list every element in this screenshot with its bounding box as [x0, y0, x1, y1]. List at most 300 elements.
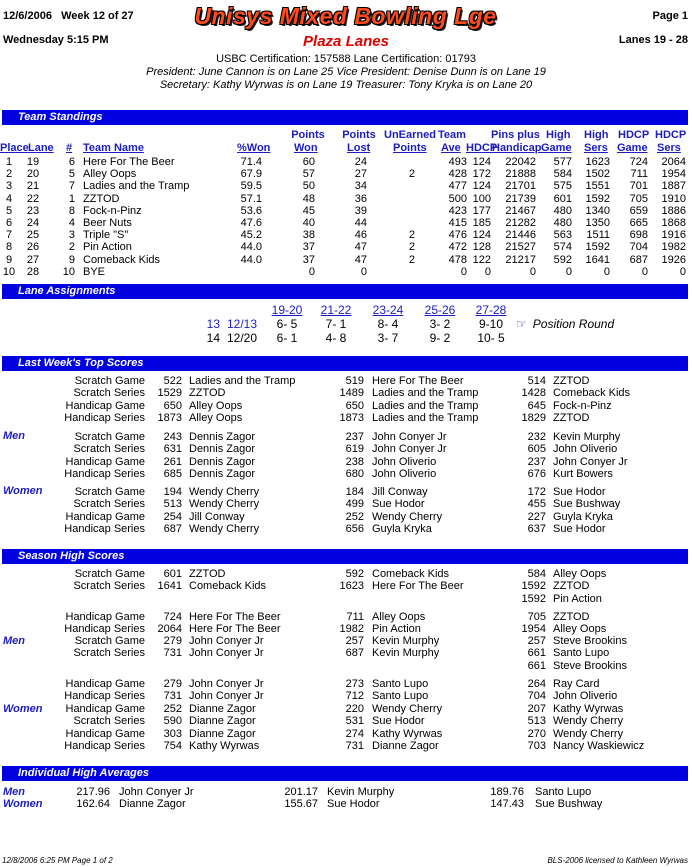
- lane-matchup: 6- 5: [276, 317, 298, 331]
- score-name: Kevin Murphy: [372, 635, 440, 647]
- cell-ave: 500: [448, 192, 467, 205]
- score-value: 687: [163, 522, 182, 535]
- table-row: [0, 229, 686, 241]
- score-name: Wendy Cherry: [553, 727, 624, 740]
- score-value: 1982: [339, 623, 364, 636]
- league-title: Unisys Mixed Bowling Lge: [194, 3, 497, 29]
- lane-pair: 25-26: [424, 303, 456, 317]
- cell-hs: 1551: [585, 180, 610, 193]
- score-label: Handicap Game: [65, 727, 145, 740]
- cell-ave: 478: [448, 253, 467, 266]
- score-value: 519: [345, 375, 364, 387]
- score-label: Scratch Game: [74, 375, 145, 387]
- score-value: 227: [527, 510, 546, 523]
- cell-pct: 53.6: [240, 204, 262, 217]
- cell-lane: 21: [26, 180, 40, 193]
- cell-hdg: 724: [629, 156, 648, 169]
- average-value: 217.96: [76, 786, 110, 798]
- score-name: Alley Oops: [189, 411, 243, 424]
- cell-hg: 575: [553, 180, 572, 193]
- hdr-hdcp: HDCP: [466, 142, 498, 154]
- score-label: Scratch Series: [73, 715, 145, 728]
- score-value: 754: [163, 739, 182, 752]
- table-row: [0, 180, 686, 192]
- avg-women-label: Women: [3, 798, 43, 810]
- cell-hs: 1641: [585, 253, 610, 266]
- cell-hdcp: 100: [472, 192, 491, 205]
- cell-hdcp: 185: [472, 217, 491, 230]
- score-name: Santo Lupo: [553, 647, 610, 660]
- score-value: 257: [345, 635, 364, 647]
- score-value: 252: [345, 510, 364, 523]
- cell-hds: 1868: [661, 217, 686, 230]
- score-name: John Conyer Jr: [372, 431, 447, 443]
- last-week-women-label: Women: [3, 485, 43, 497]
- score-label: Scratch Series: [73, 387, 145, 400]
- cell-spacer: [75, 241, 83, 253]
- cell-pph: 21217: [505, 253, 536, 266]
- season-women-label: Women: [3, 703, 43, 715]
- score-name: Sue Bushway: [553, 498, 621, 511]
- score-value: 703: [527, 739, 546, 752]
- lanes-range: Lanes 19 - 28: [618, 34, 688, 46]
- cell-pph: 21446: [505, 229, 536, 242]
- cell-hds: 0: [679, 265, 686, 278]
- cell-place: 4: [5, 192, 13, 205]
- cell-team: Fock-n-Pinz: [83, 204, 142, 217]
- cell-lane: 26: [26, 241, 40, 254]
- footer-license: BLS-2006 licensed to Kathleen Wyrwas: [547, 856, 688, 865]
- score-name: Ladies and the Tramp: [372, 399, 479, 412]
- table-row: [0, 193, 686, 205]
- score-value: 207: [527, 703, 546, 715]
- hdr-place: Place: [0, 142, 29, 154]
- lane-matchup: 9-10: [478, 317, 504, 331]
- cell-lost: 0: [360, 265, 367, 278]
- lane-pair: 21-22: [320, 303, 352, 317]
- cell-hdcp: 172: [472, 168, 491, 181]
- score-name: John Conyer Jr: [189, 647, 264, 660]
- hdr-lost: Lost: [347, 142, 371, 154]
- score-name: Dennis Zagor: [189, 443, 256, 456]
- cell-pph: 21527: [505, 241, 536, 254]
- score-value: 650: [163, 399, 182, 412]
- score-name: Dennis Zagor: [189, 455, 256, 468]
- score-name: Santo Lupo: [372, 677, 429, 690]
- lane-assign-row: [196, 317, 626, 331]
- cell-lost: 34: [354, 180, 367, 193]
- score-label: Scratch Game: [74, 635, 145, 647]
- cell-hdcp: 124: [472, 156, 491, 169]
- cell-pph: 21282: [505, 217, 536, 230]
- score-name: Ladies and the Tramp: [372, 411, 479, 424]
- score-name: Kevin Murphy: [372, 647, 440, 660]
- cell-hs: 1623: [585, 156, 610, 169]
- score-name: Kevin Murphy: [553, 431, 621, 443]
- score-value: 619: [345, 443, 364, 456]
- cell-spacer: [75, 217, 83, 229]
- cell-hg: 563: [553, 229, 572, 242]
- cell-hs: 1592: [585, 241, 610, 254]
- score-name: Steve Brookins: [553, 635, 627, 647]
- cell-num: 7: [68, 180, 75, 193]
- week-number: 13: [206, 317, 220, 331]
- cell-unearned: 2: [408, 241, 415, 254]
- score-name: Here For The Beer: [372, 580, 464, 593]
- average-value: 147.43: [490, 798, 524, 810]
- score-value: 499: [345, 498, 364, 511]
- score-label: Scratch Series: [73, 647, 145, 660]
- score-value: 605: [527, 443, 546, 456]
- cell-num: 2: [68, 241, 75, 254]
- score-value: 631: [163, 443, 182, 456]
- cell-hg: 574: [553, 241, 572, 254]
- lane-matchup: 3- 2: [429, 317, 451, 331]
- cell-pph: 22042: [505, 156, 536, 169]
- score-value: 704: [527, 690, 546, 703]
- score-value: 270: [527, 727, 546, 740]
- score-name: John Conyer Jr: [189, 677, 264, 690]
- cell-lost: 47: [354, 253, 367, 266]
- score-name: John Oliverio: [553, 443, 618, 456]
- score-value: 656: [345, 522, 364, 535]
- page-number: Page 1: [652, 10, 688, 22]
- cell-pct: 47.6: [240, 217, 262, 230]
- cell-num: 10: [62, 265, 75, 278]
- cell-place: 8: [5, 241, 13, 254]
- lane-assign-table: [196, 303, 626, 345]
- score-label: Handicap Game: [65, 703, 145, 715]
- score-label: Scratch Game: [74, 568, 145, 580]
- bowler-name: Sue Hodor: [327, 798, 380, 810]
- score-name: Pin Action: [372, 623, 421, 636]
- score-name: Here For The Beer: [189, 610, 281, 623]
- score-value: 676: [527, 467, 546, 480]
- score-value: 455: [527, 498, 546, 511]
- score-name: Guyla Kryka: [372, 522, 432, 535]
- score-name: Nancy Waskiewicz: [553, 739, 645, 752]
- cell-hdcp: 124: [472, 229, 491, 242]
- score-name: ZZTOD: [189, 568, 226, 580]
- cell-unearned: [367, 180, 415, 192]
- average-value: 201.17: [284, 786, 318, 798]
- score-name: John Conyer Jr: [189, 635, 264, 647]
- score-label: Handicap Game: [65, 610, 145, 623]
- score-value: 661: [527, 647, 546, 660]
- cell-unearned: [367, 193, 415, 205]
- cell-lost: 36: [354, 192, 367, 205]
- cell-place: 10: [2, 265, 16, 278]
- cell-hg: 480: [553, 217, 572, 230]
- score-name: Here For The Beer: [372, 375, 464, 387]
- hdr-pins-plus: Pins plus: [491, 129, 540, 141]
- day-time: Wednesday 5:15 PM: [3, 34, 109, 46]
- cell-hs: 1592: [585, 192, 610, 205]
- score-value: 1428: [521, 387, 546, 400]
- cell-lost: 27: [354, 168, 367, 181]
- position-round-note: [516, 331, 626, 345]
- score-name: Ladies and the Tramp: [189, 375, 296, 387]
- cell-place: 3: [5, 180, 13, 193]
- cell-team: Here For The Beer: [83, 156, 175, 169]
- cell-hds: 1982: [661, 241, 686, 254]
- section-averages: Individual High Averages: [2, 766, 688, 781]
- score-value: 513: [163, 498, 182, 511]
- score-name: Dianne Zagor: [189, 727, 256, 740]
- cell-hs: 0: [603, 265, 610, 278]
- cell-pct: 59.5: [240, 180, 262, 193]
- cell-spacer: [75, 254, 83, 266]
- cell-place: 9: [5, 253, 13, 266]
- score-value: 261: [163, 455, 182, 468]
- score-value: 1954: [521, 623, 546, 636]
- cell-unearned: [367, 156, 415, 168]
- score-value: 1592: [521, 580, 546, 593]
- lane-pairs-row: [196, 303, 626, 317]
- score-value: 1641: [157, 580, 182, 593]
- score-value: 237: [345, 431, 364, 443]
- cell-spacer: [75, 229, 83, 241]
- score-value: 254: [163, 510, 182, 523]
- score-value: 522: [163, 375, 182, 387]
- cell-pph: 21701: [505, 180, 536, 193]
- cell-hs: 1502: [585, 168, 610, 181]
- bowler-name: John Conyer Jr: [119, 786, 194, 798]
- cell-pct: 67.9: [240, 168, 262, 181]
- last-week-men-label: Men: [3, 430, 25, 442]
- score-name: Comeback Kids: [553, 387, 631, 400]
- score-name: Dianne Zagor: [189, 715, 256, 728]
- lane-matchup: 4- 8: [325, 331, 347, 345]
- score-label: Handicap Series: [64, 467, 145, 480]
- cell-lost: 39: [354, 204, 367, 217]
- score-value: 687: [345, 647, 364, 660]
- hdr-hdcp-sers-2: Sers: [657, 142, 681, 154]
- hdr-high-game: High: [546, 129, 571, 141]
- cell-spacer: [75, 205, 83, 217]
- cell-place: 7: [5, 229, 13, 242]
- cell-ave: 476: [448, 229, 467, 242]
- cell-hg: 601: [553, 192, 572, 205]
- cell-pph: 21739: [505, 192, 536, 205]
- hdr-team-name: Team Name: [83, 142, 144, 154]
- average-value: 162.64: [76, 798, 110, 810]
- score-value: 1529: [157, 387, 182, 400]
- score-value: 1489: [339, 387, 364, 400]
- hdr-num: #: [66, 142, 73, 154]
- score-name: Wendy Cherry: [189, 486, 260, 498]
- score-value: 274: [345, 727, 364, 740]
- cell-spacer: [75, 180, 83, 192]
- score-label: Handicap Game: [65, 510, 145, 523]
- footer-printed: 12/8/2006 6:25 PM Page 1 of 2: [2, 856, 113, 865]
- score-name: ZZTOD: [553, 375, 590, 387]
- average-value: 155.67: [284, 798, 318, 810]
- cell-won: 0: [308, 265, 315, 278]
- lane-matchup: 8- 4: [377, 317, 399, 331]
- lane-matchup: 10- 5: [477, 331, 505, 345]
- cell-num: 3: [68, 229, 75, 242]
- hdr-points-won: Points: [291, 129, 325, 141]
- table-row: [0, 217, 686, 229]
- cell-team: Pin Action: [83, 241, 132, 254]
- cell-spacer: [75, 266, 83, 278]
- lane-matchup: 9- 2: [429, 331, 451, 345]
- score-label: Scratch Series: [73, 580, 145, 593]
- cell-won: 38: [302, 229, 315, 242]
- cell-team: Comeback Kids: [83, 253, 161, 266]
- table-row: [0, 156, 686, 168]
- score-value: 592: [345, 568, 364, 580]
- cell-hdcp: 122: [472, 253, 491, 266]
- hdr-points: Points: [393, 142, 427, 154]
- section-season-high: Season High Scores: [2, 549, 688, 564]
- score-name: Jill Conway: [372, 486, 428, 498]
- cell-hg: 0: [565, 265, 572, 278]
- score-label: Handicap Game: [65, 677, 145, 690]
- score-value: 279: [163, 635, 182, 647]
- cell-lane: 20: [26, 168, 40, 181]
- score-name: Dianne Zagor: [372, 739, 439, 752]
- score-value: 184: [345, 486, 364, 498]
- score-name: Alley Oops: [372, 610, 426, 623]
- cell-pph: 21888: [505, 168, 536, 181]
- cell-unearned: 2: [408, 168, 415, 181]
- score-label: Handicap Series: [64, 522, 145, 535]
- score-name: Wendy Cherry: [553, 715, 624, 728]
- score-name: Santo Lupo: [372, 690, 429, 703]
- cell-hdg: 704: [629, 241, 648, 254]
- cell-place: 5: [5, 204, 13, 217]
- cell-won: 45: [302, 204, 315, 217]
- cell-ave: 0: [460, 265, 467, 278]
- cell-hdg: 687: [629, 253, 648, 266]
- section-last-week: Last Week's Top Scores: [2, 356, 688, 371]
- cell-pct: 71.4: [240, 156, 262, 169]
- score-value: 680: [345, 467, 364, 480]
- score-value: 650: [345, 399, 364, 412]
- cell-pct: [220, 266, 262, 278]
- score-label: Scratch Series: [73, 443, 145, 456]
- table-row: [0, 241, 686, 253]
- score-value: 661: [527, 659, 546, 672]
- score-value: 2064: [157, 623, 182, 636]
- cell-unearned: [367, 217, 415, 229]
- cell-unearned: [367, 266, 415, 278]
- cell-pct: 44.0: [240, 241, 262, 254]
- cell-team: Alley Oops: [83, 168, 137, 181]
- lane-matchup: 6- 1: [276, 331, 298, 345]
- cell-team: Ladies and the Tramp: [83, 180, 190, 193]
- score-value: 590: [163, 715, 182, 728]
- score-name: Jill Conway: [189, 510, 245, 523]
- cell-place: 6: [5, 217, 13, 230]
- score-name: Wendy Cherry: [189, 522, 260, 535]
- cell-hdcp: 0: [484, 265, 491, 278]
- standings-table: [0, 156, 686, 278]
- hdr-points-lost: Points: [342, 129, 376, 141]
- cell-lost: 24: [354, 156, 367, 169]
- cell-lane: 19: [26, 156, 40, 169]
- cell-pct: 45.2: [240, 229, 262, 242]
- score-value: 637: [527, 522, 546, 535]
- table-row: [0, 205, 686, 217]
- score-value: 1873: [339, 411, 364, 424]
- score-name: Alley Oops: [553, 623, 607, 636]
- score-value: 731: [163, 647, 182, 660]
- score-name: Alley Oops: [189, 399, 243, 412]
- report-date-week: 12/6/2006 Week 12 of 27: [3, 10, 134, 22]
- cell-ave: 493: [448, 156, 467, 169]
- week-date: 12/20: [226, 331, 258, 345]
- score-value: 531: [345, 715, 364, 728]
- score-name: Here For The Beer: [189, 623, 281, 636]
- cell-pph: 0: [529, 265, 536, 278]
- score-value: 252: [163, 703, 182, 715]
- cell-hg: 584: [553, 168, 572, 181]
- score-name: ZZTOD: [189, 387, 226, 400]
- cell-num: 6: [68, 156, 75, 169]
- score-value: 645: [527, 399, 546, 412]
- score-name: ZZTOD: [553, 610, 590, 623]
- score-name: Comeback Kids: [372, 568, 450, 580]
- score-name: Kurt Bowers: [553, 467, 613, 480]
- score-value: 731: [163, 690, 182, 703]
- cell-pph: 21467: [505, 204, 536, 217]
- bowler-name: Kevin Murphy: [327, 786, 395, 798]
- cell-hdg: 659: [629, 204, 648, 217]
- officers-line-2: Secretary: Kathy Wyrwas is on Lane 19 Treasurer: Tony Kryka is on Lane 20: [159, 79, 533, 91]
- hdr-ave: Ave: [441, 142, 461, 154]
- cell-place: 1: [5, 156, 13, 169]
- cell-pct: 44.0: [240, 253, 262, 266]
- score-name: John Conyer Jr: [372, 443, 447, 456]
- cell-spacer: [75, 193, 83, 205]
- cell-hs: 1350: [585, 217, 610, 230]
- cell-hdg: 0: [641, 265, 648, 278]
- lane-matchup: 3- 7: [377, 331, 399, 345]
- cell-unearned: 2: [408, 253, 415, 266]
- cell-spacer: [75, 168, 83, 180]
- score-value: 194: [163, 486, 182, 498]
- cell-lane: 28: [26, 265, 40, 278]
- score-label: Handicap Game: [65, 455, 145, 468]
- score-name: Guyla Kryka: [553, 510, 613, 523]
- score-value: 514: [527, 375, 546, 387]
- cell-hg: 592: [553, 253, 572, 266]
- cell-hdg: 665: [629, 217, 648, 230]
- cell-ave: 472: [448, 241, 467, 254]
- table-row: [0, 266, 686, 278]
- score-name: Sue Hodor: [372, 498, 425, 511]
- cell-hds: 1886: [661, 204, 686, 217]
- cell-num: 4: [68, 217, 75, 230]
- cell-team: ZZTOD: [83, 192, 120, 205]
- cell-hg: 577: [553, 156, 572, 169]
- score-name: Kathy Wyrwas: [553, 703, 624, 715]
- score-name: Dennis Zagor: [189, 431, 256, 443]
- score-value: 1623: [339, 580, 364, 593]
- score-name: Kathy Wyrwas: [372, 727, 443, 740]
- score-name: Wendy Cherry: [372, 510, 443, 523]
- cell-hds: 1916: [661, 229, 686, 242]
- hdr-won: Won: [294, 142, 318, 154]
- cell-lost: 44: [354, 217, 367, 230]
- bowler-name: Santo Lupo: [535, 786, 592, 798]
- score-value: 264: [527, 677, 546, 690]
- cell-num: 1: [68, 192, 75, 205]
- note-text: Position Round: [532, 317, 615, 331]
